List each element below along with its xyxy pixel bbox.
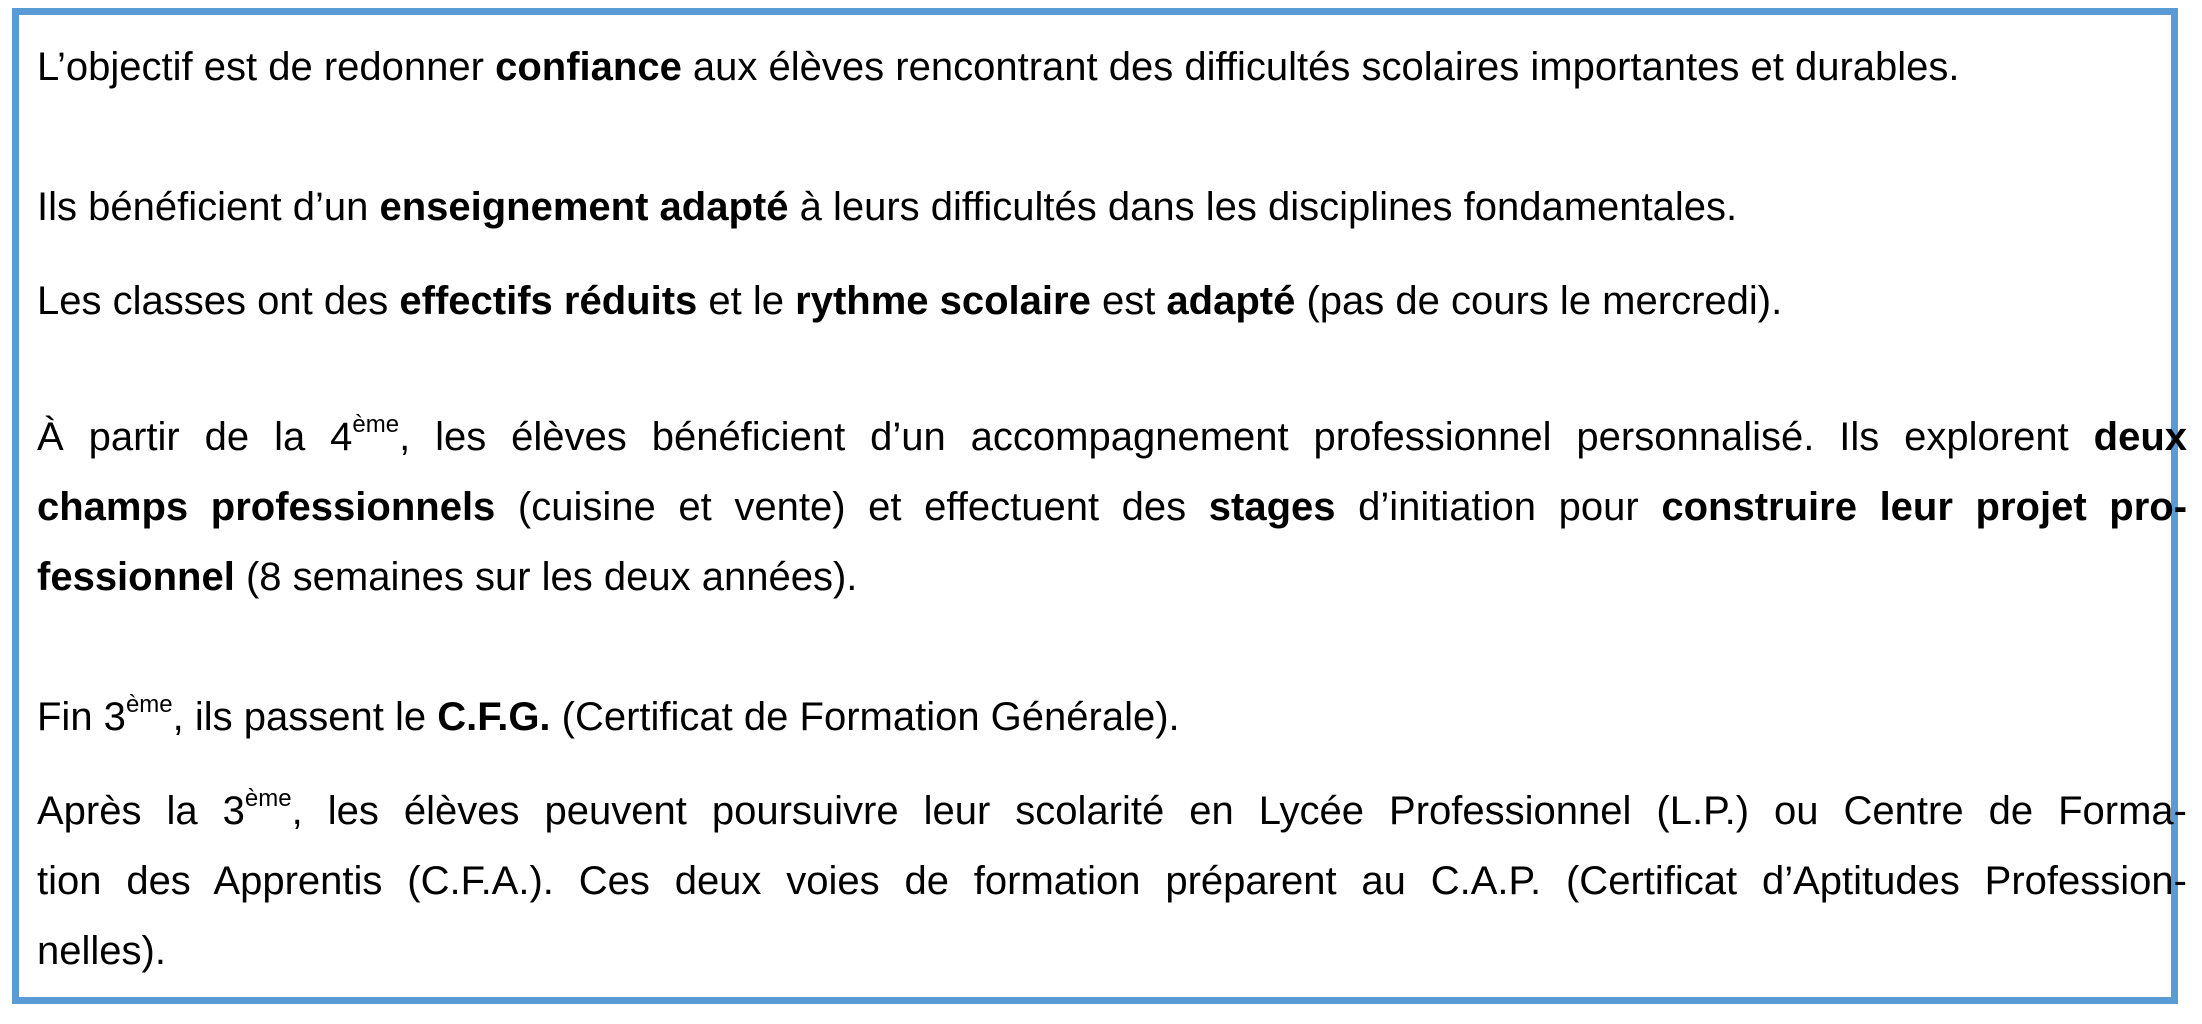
bold-run: adapté <box>1166 279 1296 323</box>
paragraph-apres-line-2 <box>37 853 2187 909</box>
bold-run: fessionnel <box>37 555 235 599</box>
superscript: ème <box>352 411 400 438</box>
bold-run: rythme scolaire <box>795 279 1091 323</box>
text-run: à leurs difficultés dans les disciplines fondamentales. <box>788 185 1738 229</box>
paragraph-apres-line-1 <box>37 783 2187 839</box>
paragraph-enseignement <box>37 179 1737 235</box>
bold-run: C.F.G. <box>437 695 551 739</box>
text-run: (pas de cours le mercredi). <box>1295 279 1783 323</box>
text-run: Fin 3 <box>37 695 126 739</box>
paragraph-classes <box>37 273 1782 329</box>
bold-run: confiance <box>495 45 682 89</box>
bold-run: construire leur projet pro- <box>1661 485 2188 529</box>
paragraph-cfg <box>37 689 1180 745</box>
text-run: L’objectif est de redonner <box>37 45 496 89</box>
text-run: , les élèves bénéficient d’un accompagnement professionnel personnalisé. Ils explorent <box>399 415 2094 459</box>
text-run: (cuisine et vente) et effectuent des <box>495 485 1209 529</box>
superscript: ème <box>125 691 173 718</box>
paragraph-4eme-line-1 <box>37 409 2187 465</box>
text-run: (Certificat de Formation Générale). <box>550 695 1180 739</box>
paragraph-4eme-line-3 <box>37 549 857 605</box>
text-run: et le <box>697 279 796 323</box>
bold-run: enseignement adapté <box>379 185 789 229</box>
text-run: , ils passent le <box>172 695 438 739</box>
bold-run: stages <box>1208 485 1336 529</box>
text-run: À partir de la 4 <box>37 415 353 459</box>
bold-run: deux <box>2093 415 2187 459</box>
paragraph-objectif <box>37 39 1960 95</box>
text-run: Ils bénéficient d’un <box>37 185 380 229</box>
text-run: Les classes ont des <box>37 279 400 323</box>
paragraph-4eme-line-2 <box>37 479 2187 535</box>
paragraph-apres-line-3 <box>37 923 166 979</box>
text-run: , les élèves peuvent poursuivre leur scolarité en Lycée Professionnel (L.P.) ou Centre de Forma- <box>291 789 2187 833</box>
text-frame <box>12 8 2188 1004</box>
text-run: (8 semaines sur les deux années). <box>234 555 858 599</box>
text-run: Après la 3 <box>37 789 245 833</box>
text-run: aux élèves rencontrant des difficultés scolaires importantes et durables. <box>681 45 1960 89</box>
bold-run: effectifs réduits <box>399 279 698 323</box>
bold-run: champs professionnels <box>37 485 496 529</box>
text-run: est <box>1090 279 1167 323</box>
superscript: ème <box>244 785 292 812</box>
text-run: nelles). <box>37 929 166 973</box>
text-run: tion des Apprentis (C.F.A.). Ces deux voies de formation préparent au C.A.P. (Certificat d’Aptitudes Profession- <box>37 859 2187 903</box>
text-run: d’initiation pour <box>1335 485 1662 529</box>
